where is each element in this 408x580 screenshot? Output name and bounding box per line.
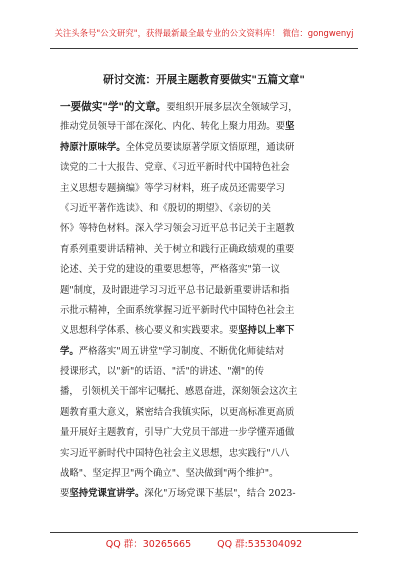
body-line xyxy=(60,97,350,117)
body-line xyxy=(60,423,350,443)
body-text: 论述、关于党的建设的重要思想等，严格落实"第一议 xyxy=(60,264,280,276)
emphasis-text: 学。 xyxy=(60,345,79,357)
emphasis-text: 一要做实"学"的文章。 xyxy=(60,101,167,113)
body-text: 战略"、坚定捍卫"两个确立"、坚决做到"两个维护"。 xyxy=(60,468,279,480)
body-line xyxy=(60,158,350,178)
emphasis-text: 坚 xyxy=(285,121,295,133)
body-text: 全体党员要读原著学原文悟原理，通读研 xyxy=(125,141,295,153)
body-line xyxy=(60,362,350,382)
body-text: 要组织开展多层次全领域学习， xyxy=(166,102,298,113)
body-text: 深化"万场党课下基层"，结合 2023- xyxy=(144,488,296,500)
body-line xyxy=(60,342,350,362)
header-divider xyxy=(50,48,358,49)
body-text: 育系列重要讲话精神、关于树立和践行正确政绩观的重要 xyxy=(60,243,295,255)
body-text: 示批示精神，全面系统掌握习近平新时代中国特色社会主 xyxy=(60,304,295,316)
header-banner: 关注头条号"公文研究"，获得最新最全最专业的公文资料库！ 微信：gongwenyj xyxy=(54,28,354,38)
body-line xyxy=(60,179,350,199)
body-text: 主义思想专题摘编》等学习材料，班子成员还需要学习 xyxy=(60,182,286,194)
body-line xyxy=(60,219,350,239)
body-line xyxy=(60,281,350,301)
body-text: 题教育重大意义，紧密结合我镇实际，以更高标准更高质 xyxy=(60,406,295,418)
body-text: 怀》等特色材料。深入学习领会习近平总书记关于主题教 xyxy=(60,223,295,235)
footer-divider xyxy=(50,532,358,533)
body-text: 题"制度，及时跟进学习习近平总书记最新重要讲话和指 xyxy=(60,284,290,296)
body-text: 实习近平新时代中国特色社会主义思想，忠实践行"八八 xyxy=(60,447,290,459)
emphasis-text: 持原汁原味学。 xyxy=(60,141,126,153)
emphasis-text: 坚持党课宣讲学。 xyxy=(69,488,145,500)
body-text: 读党的二十大报告、党章、《习近平新时代中国特色社会 xyxy=(60,162,290,174)
body-text: 推动党员领导干部在深化、内化、转化上聚力用劲。要 xyxy=(60,121,286,133)
footer-qq-group-2: QQ 群:535304092 xyxy=(217,539,303,550)
emphasis-text: 坚持以上率下 xyxy=(238,325,295,337)
body-text: 严格落实"周五讲堂"学习制度、不断优化师徒结对 xyxy=(78,345,285,357)
body-text: 量开展好主题教育，引导广大党员干部进一步学懂弄通做 xyxy=(60,427,295,439)
body-line xyxy=(60,403,350,423)
body-line xyxy=(60,321,350,341)
footer-qq-group-1: QQ 群：30265665 xyxy=(105,539,192,550)
body-line xyxy=(60,138,350,158)
body-line xyxy=(60,382,350,402)
body-line xyxy=(60,444,350,464)
document-body xyxy=(60,97,350,505)
body-line xyxy=(60,240,350,260)
body-line xyxy=(60,301,350,321)
body-line xyxy=(60,260,350,280)
footer xyxy=(0,536,408,550)
body-text: 授课形式，以"新"的话语、"活"的讲述、"潮"的传 xyxy=(60,366,264,378)
body-text: 要 xyxy=(60,488,70,500)
body-line xyxy=(60,484,350,504)
document-title: 研讨交流：开展主题教育要做实"五篇文章" xyxy=(103,74,305,86)
body-line xyxy=(60,199,350,219)
body-text: 义思想科学体系、核心要义和实践要求。要 xyxy=(60,325,239,337)
body-text: 《习近平著作选读》、和《殷切的期望》、《亲切的关 xyxy=(60,202,271,214)
body-text: 播， 引领机关干部牢记嘱托、感恩奋进，深刻领会这次主 xyxy=(60,386,298,398)
body-line xyxy=(60,464,350,484)
body-line xyxy=(60,117,350,137)
